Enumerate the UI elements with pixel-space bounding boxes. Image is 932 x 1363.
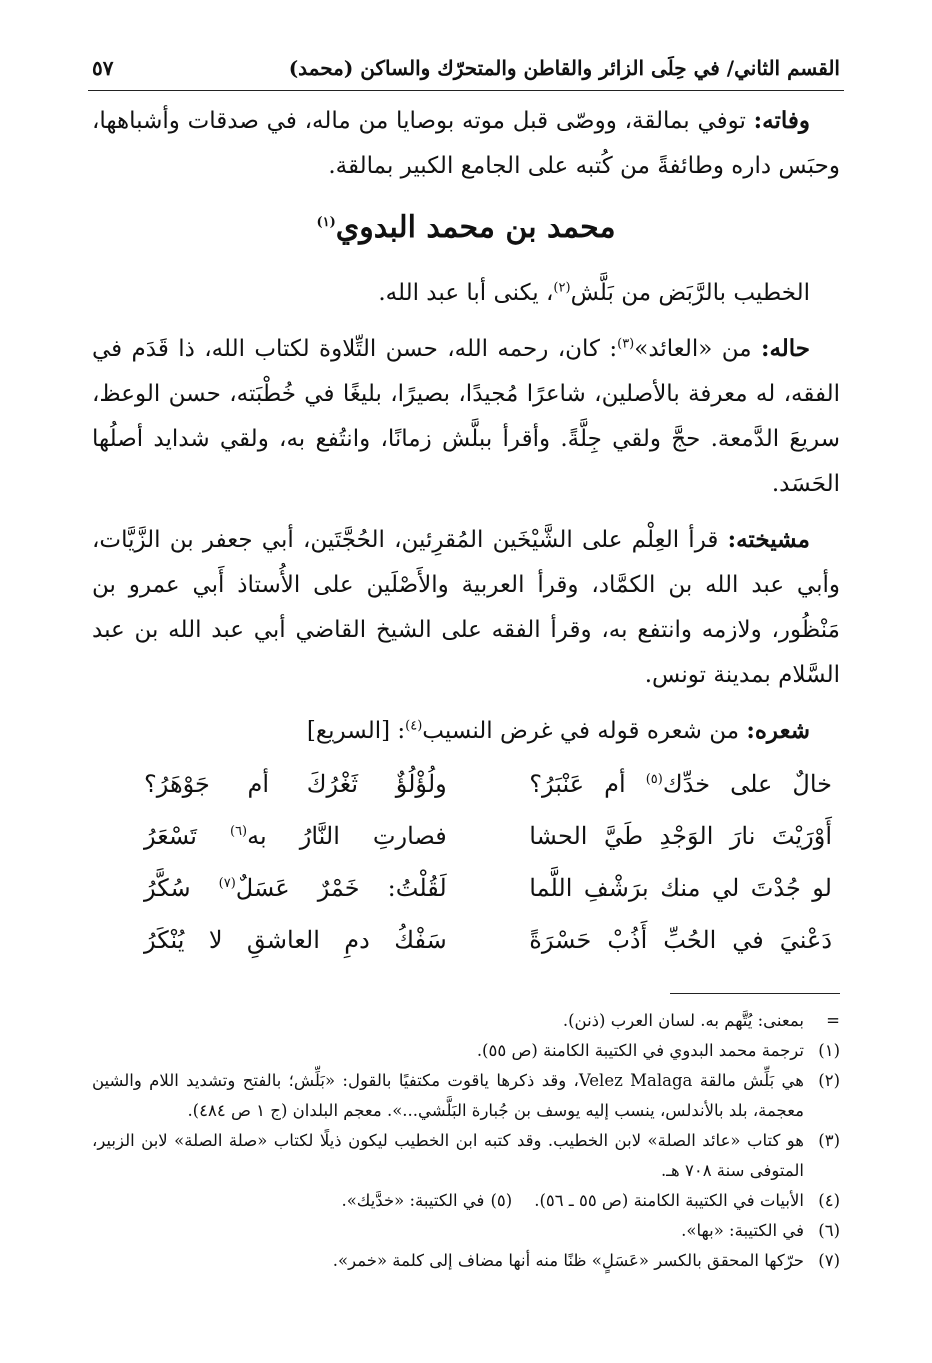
verse-text: تَسْعَرُ: [144, 821, 230, 850]
mashyakha-paragraph: [92, 517, 840, 698]
footnote-text: الأبيات في الكتيبة الكامنة (ص ٥٥ ـ ٥٦).: [534, 1191, 804, 1210]
footnote-ref-6: (٦): [229, 823, 248, 839]
shir-text-a: من شعره قوله في غرض النسيب: [422, 718, 747, 744]
footnote-text: هو كتاب «عائد الصلة» لابن الخطيب. وقد كتبه ابن الخطيب ليكون ذيلًا لكتاب «صلة الصلة» لابن الزبير، المتوفى سنة ٧٠٨ هـ.: [92, 1131, 804, 1180]
haal-paragraph: [92, 326, 840, 507]
shir-paragraph: [92, 708, 840, 754]
verse-1-second-hemistich: [144, 762, 447, 807]
haal-text-b: : كان، رحمه الله، حسن التِّلاوة لكتاب الله، ذا قَدَم في الفقه، له معرفة بالأصلين، شاعرًا مُجيدًا، بصيرًا، بليغًا في خُطْبَته، حسن الوعظ، سريعَ الدَّمعة. حجَّ ولقي جِلَّةً. وأقرأ ببلَّش زمانًا، وانتُفع به، ولقي شدايد أصلُها الحَسَد.: [92, 336, 840, 497]
verse-3: [92, 862, 840, 914]
verse-2-second-hemistich: [144, 814, 447, 859]
verse-3-second-hemistich: [144, 866, 447, 911]
footnote-number: (٢): [818, 1071, 840, 1090]
verse-text: خالٌ على خدِّك: [662, 769, 832, 798]
footnote-text: بمعنى: يُتَّهم به. لسان العرب (ذنن).: [562, 1011, 804, 1030]
footnote-text: في الكتيبة: «بها».: [681, 1221, 804, 1240]
footnote-continuation: [92, 1006, 840, 1036]
verse-4: [92, 914, 840, 966]
header-rule: [88, 90, 844, 91]
footnote-rule: [670, 993, 840, 994]
footnote-ref-4: (٤): [405, 718, 423, 734]
poem: [92, 758, 840, 966]
verse-4-first-hemistich: [529, 918, 832, 963]
intro-text-b: ، يكنى أبا عبد الله.: [378, 280, 554, 306]
footnote-1: [92, 1036, 840, 1066]
footnote-ref-1: (١): [316, 215, 336, 230]
verse-text: سَفْكُ دمِ العاشقِ لا يُنْكَرُ: [144, 925, 447, 954]
footnote-text: ترجمة محمد البدوي في الكتيبة الكامنة (ص ٥٥).: [476, 1041, 804, 1060]
shir-label: شعره:: [746, 717, 810, 744]
biography-title: [92, 203, 840, 253]
haal-label: حاله:: [760, 335, 811, 362]
footnote-number: (٥): [490, 1191, 513, 1210]
footnotes: [92, 1006, 840, 1276]
wafat-paragraph: [92, 98, 840, 189]
spacer: [484, 1186, 490, 1216]
footnote-3: [92, 1126, 840, 1186]
intro-text-a: الخطيب بالرَّبَض من بَلَّش: [570, 280, 810, 306]
verse-4-second-hemistich: [144, 918, 447, 963]
verse-text: سُكَّرُ: [144, 873, 219, 902]
footnote-text: هي بَلِّش مالقة Velez Malaga، وقد ذكرها ياقوت مكتفيًا بالقول: «بَلِّش؛ بالفتح وتشديد اللام والشين معجمة، بلد بالأندلس، ينسب إليه يوسف بن جُبارة البَلَّشي...». معجم البلدان (ج ١ ص ٤٨٤).: [92, 1071, 804, 1120]
section-title: القسم الثاني/ في حِلَى الزائر والقاطن والمتحرّك والساكن (محمد): [288, 56, 840, 80]
footnote-number: (٤): [818, 1191, 840, 1210]
verse-2: [92, 810, 840, 862]
verse-text: ولُؤْلُؤٌ ثَغْرُكَ أم جَوْهَرُ؟: [144, 769, 447, 798]
verse-text: دَعْنيَ في الحُبِّ أَذُبْ حَسْرَةً: [529, 925, 832, 954]
verse-text: أَوْرَيْتَ نارَ الوَجْدِ طَيَّ الحشا: [529, 821, 832, 850]
shir-text-b: : [السريع]: [306, 718, 406, 744]
page-number: ٥٧: [92, 56, 114, 80]
verse-1: [92, 758, 840, 810]
verse-3-first-hemistich: [529, 866, 832, 911]
footnote-text: في الكتيبة: «خدَّيك».: [341, 1191, 485, 1210]
footnote-ref-3: (٣): [617, 336, 635, 352]
wafat-text: توفي بمالقة، ووصّى قبل موته بوصايا من ماله، في صدقات وأشباهها، وحبَس داره وطائفةً من كُتبه على الجامع الكبير بمالقة.: [92, 108, 840, 179]
footnote-inline-group: [341, 1186, 804, 1216]
footnote-7: [92, 1246, 840, 1276]
mashyakha-label: مشيخته:: [727, 526, 810, 553]
footnote-ref-7: (٧): [218, 875, 236, 891]
verse-text: أم عَنْبَرُ؟: [529, 769, 646, 798]
wafat-label: وفاته:: [753, 107, 810, 134]
biography-name: محمد بن محمد البدوي: [335, 210, 616, 245]
main-text: [92, 98, 840, 966]
footnote-text: حرّكها المحقق بالكسر «عَسَلٍ» ظنًا منه أنها مضاف إلى كلمة «خمر».: [332, 1251, 804, 1270]
intro-paragraph: [92, 271, 840, 316]
running-head: [92, 40, 840, 80]
footnote-number: (٣): [818, 1131, 840, 1150]
footnote-number: (١): [818, 1041, 840, 1060]
footnote-number: (٦): [818, 1221, 840, 1240]
footnote-2: [92, 1066, 840, 1126]
mashyakha-text: قرأ العِلْم على الشَّيْخَين المُقرِئين، الحُجَّتَين، أبي جعفر بن الزَّيَّات، وأبي عبد الله بن الكمَّاد، وقرأ العربية والأَصْلَين على الأُستاذ أَبي عمرو بن مَنْظُور، ولازمه وانتفع به، وقرأ الفقه على الشيخ القاضي أبي عبد الله بن عبد السَّلام بمدينة تونس.: [92, 527, 840, 688]
continuation-marker: =: [826, 1011, 840, 1030]
verse-text: لَقُلْتُ: خَمْرٌ عَسَلٌ: [235, 873, 447, 902]
footnote-ref-5: (٥): [645, 771, 663, 787]
footnote-4-and-5: [92, 1186, 840, 1216]
footnote-ref-2: (٢): [553, 280, 571, 296]
verse-text: لو جُدْتَ لي منك برَشْفِ اللَّما: [529, 873, 832, 902]
haal-text-a: من «العائد»: [634, 336, 761, 362]
footnote-6: [92, 1216, 840, 1246]
verse-text: فصارتِ النَّارُ به: [247, 821, 447, 850]
footnote-number: (٧): [818, 1251, 840, 1270]
verse-2-first-hemistich: [529, 814, 832, 859]
verse-1-first-hemistich: [529, 762, 832, 807]
spacer: [512, 1186, 534, 1216]
